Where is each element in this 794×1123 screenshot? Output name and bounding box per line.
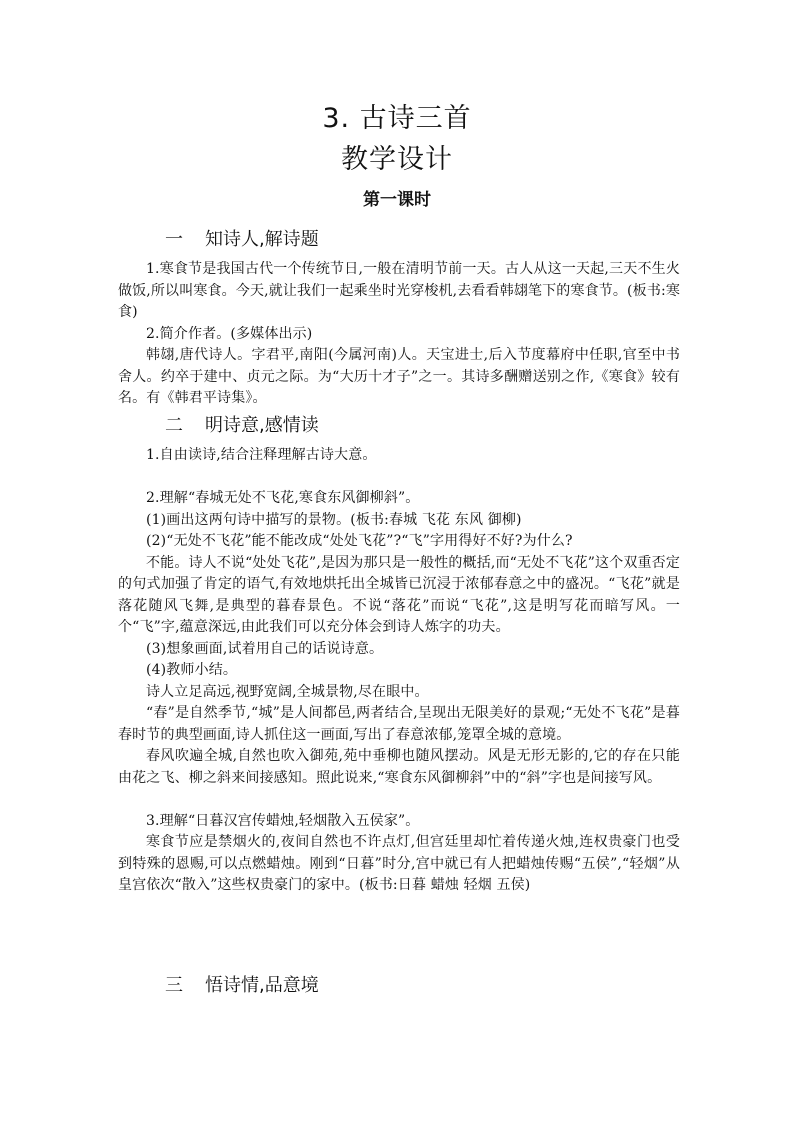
section-body-2: [118, 445, 680, 897]
paragraph: 2.简介作者。(多媒体出示): [146, 325, 313, 342]
paragraph: 3.理解“日暮汉宫传蜡烛,轻烟散入五侯家”。: [146, 812, 420, 829]
section-heading-1: [165, 227, 319, 253]
lesson-label: 第一课时: [363, 190, 431, 210]
paragraph: 2.理解“春城无处不飞花,寒食东风御柳斜”。: [146, 490, 420, 506]
section-number: 一: [165, 229, 183, 250]
paragraph: 韩翃,唐代诗人。字君平,南阳(今属河南)人。天宝进士,后入节度幕府中任职,官至中书舍人。约卒于建中、贞元之际。为“大历十才子”之一。其诗多酬赠送别之作,《寒食》较有名。有《韩君平诗集》。: [118, 347, 680, 406]
paragraph: 春风吹遍全城,自然也吹入御苑,苑中垂柳也随风摆动。风是无形无影的,它的存在只能由花之飞、柳之斜来间接感知。照此说来,“寒食东风御柳斜”中的“斜”字也是间接写风。: [118, 748, 680, 786]
document-title: 3. 古诗三首: [322, 103, 472, 134]
section-number: 二: [165, 415, 183, 436]
paragraph: (3)想象画面,试着用自己的话说诗意。: [146, 640, 384, 657]
paragraph: “春”是自然季节,“城”是人间都邑,两者结合,呈现出无限美好的景观;“无处不飞花”是暮春时节的典型画面,诗人抓住这一画面,写出了春意浓郁,笼罩全城的意境。: [118, 705, 680, 743]
section-number: 三: [165, 975, 183, 996]
section-title: 悟诗情,品意境: [205, 975, 319, 996]
document-subtitle: 教学设计: [341, 144, 453, 175]
section-heading-2: [165, 413, 319, 439]
paragraph: 1.寒食节是我国古代一个传统节日,一般在清明节前一天。古人从这一天起,三天不生火做饭,所以叫寒食。今天,就让我们一起乘坐时光穿梭机,去看看韩翃笔下的寒食节。(板书:寒食): [118, 261, 680, 320]
section-title: 明诗意,感情读: [205, 415, 319, 436]
section-body-1: [118, 259, 680, 410]
paragraph: 不能。诗人不说“处处飞花”,是因为那只是一般性的概括,而“无处不飞花”这个双重否定的句式加强了肯定的语气,有效地烘托出全城皆已沉浸于浓郁春意之中的盛况。“飞花”就是落花随风飞舞,是典型的暮春景色。不说“落花”而说“飞花”,这是明写花而暗写风。一个“飞”字,蕴意深远,由此我们可以充分体会到诗人炼字的功夫。: [118, 554, 680, 635]
paragraph: (1)画出这两句诗中描写的景物。(板书:春城 飞花 东风 御柳): [146, 511, 522, 528]
paragraph: (2)“无处不飞花”能不能改成“处处飞花”?“飞”字用得好不好?为什么?: [146, 533, 573, 549]
section-title: 知诗人,解诗题: [205, 229, 319, 250]
paragraph: (4)教师小结。: [146, 662, 238, 678]
paragraph: 诗人立足高远,视野宽阔,全城景物,尽在眼中。: [146, 683, 429, 700]
paragraph: 1.自由读诗,结合注释理解古诗大意。: [146, 447, 377, 463]
paragraph: 寒食节应是禁烟火的,夜间自然也不许点灯,但宫廷里却忙着传递火烛,连权贵豪门也受到特殊的恩赐,可以点燃蜡烛。刚到“日暮”时分,宫中就已有人把蜡烛传赐“五侯”,“轻烟”从皇宫依次“散入”这些权贵豪门的家中。(板书:日暮 蜡烛 轻烟 五侯): [118, 834, 680, 893]
section-heading-3: [165, 973, 319, 999]
